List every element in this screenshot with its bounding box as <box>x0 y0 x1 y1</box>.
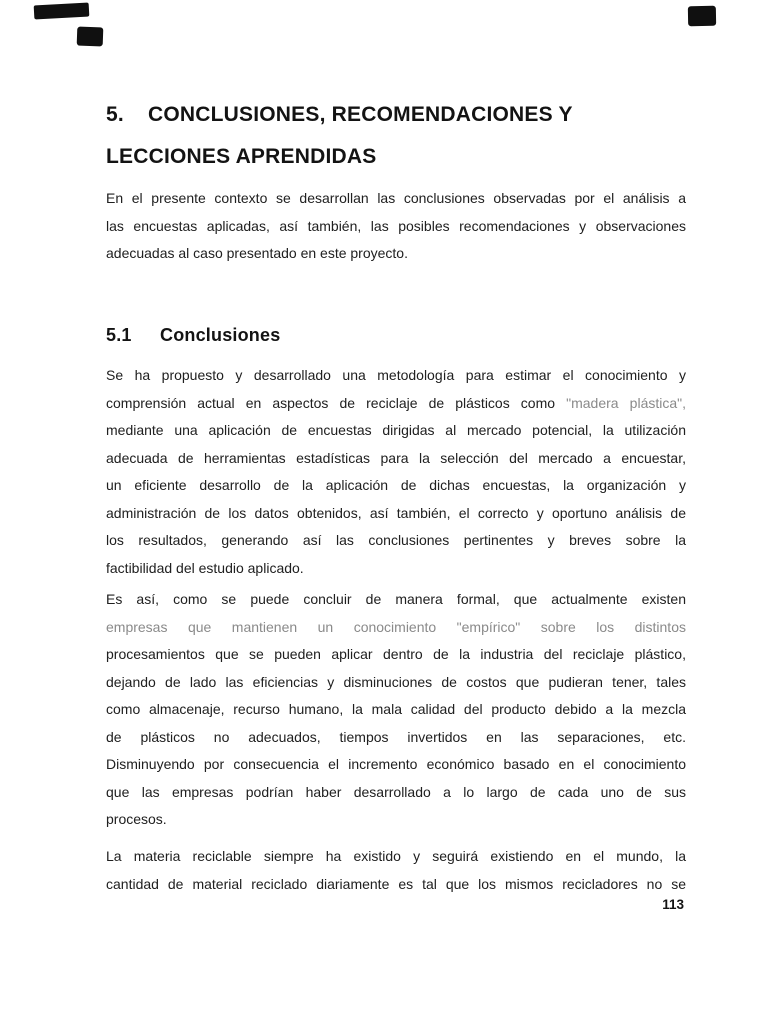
scan-artifact-mark-icon <box>34 3 90 20</box>
text-line: En el presente contexto se desarrollan las conclusiones observadas por el análisis a <box>106 190 686 206</box>
text-line: que las empresas podrían haber desarrollado a lo largo de cada uno de sus <box>106 783 686 800</box>
chapter-heading <box>106 94 706 178</box>
scan-artifact-mark-icon <box>77 27 104 47</box>
text-line: cantidad de material reciclado diariamente es tal que los mismos recicladores no se <box>106 875 686 892</box>
text-line: Disminuyendo por consecuencia el incremento económico basado en el conocimiento <box>106 756 686 772</box>
body-paragraph <box>106 586 686 834</box>
body-paragraph <box>106 843 686 898</box>
body-paragraph <box>106 362 686 582</box>
text-line: un eficiente desarrollo de la aplicación de dichas encuestas, la organización y <box>106 477 686 493</box>
page-number: 113 <box>662 897 684 912</box>
chapter-title-part2: LECCIONES APRENDIDAS <box>106 145 377 168</box>
text-line: como almacenaje, recurso humano, la mala calidad del producto debido a la mezcla <box>106 701 686 717</box>
text-line: dejando de lado las eficiencias y disminuciones de costos que pudieran tener, tales <box>106 673 686 690</box>
text-line: procesos. <box>106 811 167 827</box>
intro-paragraph <box>106 185 686 268</box>
text-line: adecuada de herramientas estadísticas para la selección del mercado a encuestar, <box>106 449 686 466</box>
text-line: mediante una aplicación de encuestas dirigidas al mercado potencial, la utilización <box>106 422 686 438</box>
text-line: de plásticos no adecuados, tiempos invertidos en las separaciones, etc. <box>106 728 686 745</box>
text-line: Se ha propuesto y desarrollado una metodología para estimar el conocimiento y <box>106 367 686 383</box>
text-line: Es así, como se puede concluir de manera formal, que actualmente existen <box>106 591 686 607</box>
section-heading <box>106 321 686 349</box>
chapter-title-part1: CONCLUSIONES, RECOMENDACIONES Y <box>148 103 573 126</box>
scan-artifact-mark-icon <box>688 6 716 26</box>
section-title: Conclusiones <box>160 325 281 345</box>
text-line: las encuestas aplicadas, así también, las posibles recomendaciones y observaciones <box>106 217 686 234</box>
text-line: administración de los datos obtenidos, así también, el correcto y oportuno análisis de <box>106 504 686 521</box>
text-line: La materia reciclable siempre ha existido y seguirá existiendo en el mundo, la <box>106 848 686 864</box>
text-line: factibilidad del estudio aplicado. <box>106 559 304 576</box>
section-number: 5.1 <box>106 325 132 345</box>
text-line: los resultados, generando así las conclusiones pertinentes y breves sobre la <box>106 532 686 548</box>
chapter-number: 5. <box>106 103 124 126</box>
chapter-heading-line1 <box>106 94 706 136</box>
text-line: procesamientos que se pueden aplicar dentro de la industria del reciclaje plástico, <box>106 646 686 662</box>
text-line: comprensión actual en aspectos de reciclaje de plásticos como "madera plástica", <box>106 394 686 411</box>
text-line: adecuadas al caso presentado en este proyecto. <box>106 245 408 261</box>
text-line: empresas que mantienen un conocimiento "empírico" sobre los distintos <box>106 618 686 635</box>
